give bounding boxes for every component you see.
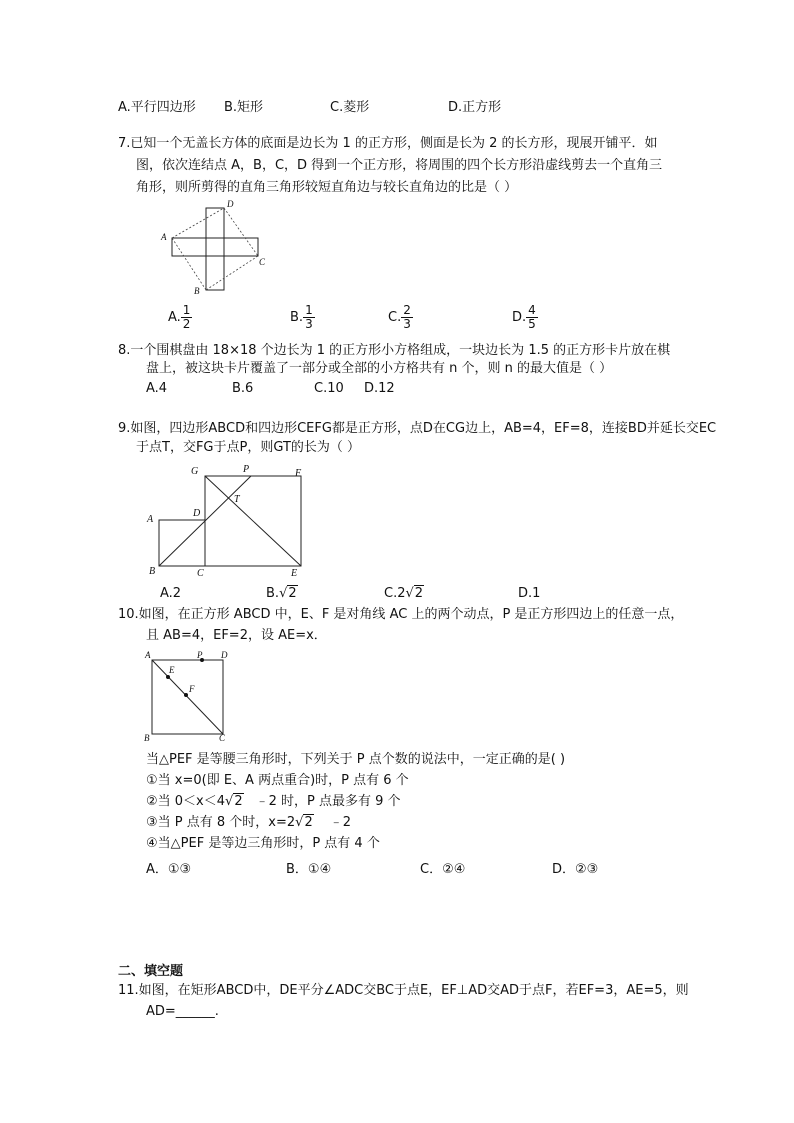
q9-option-c (384, 586, 424, 601)
q7-option-d-prefix: D. (512, 310, 527, 325)
q10-statement-4: ④当△PEF 是等边三角形时，P 点有 4 个 (146, 836, 380, 851)
sqrt-radicand: 2 (288, 586, 297, 601)
q7-dashed-cb (206, 256, 258, 290)
q7-option-c (388, 304, 413, 331)
q7-label-c: C (259, 257, 266, 267)
q9-option-c-coefficient: 2 (397, 586, 406, 601)
q10-label-p: P (197, 650, 203, 660)
q8-text-line-1: 8.一个围棋盘由 18×18 个边长为 1 的正方形小方格组成，一块边长为 1.5 的正方形卡片放在棋 (118, 343, 671, 358)
q10-label-d: D (221, 650, 228, 660)
fraction-denominator: 3 (305, 317, 313, 331)
statement-text: ﹣2 时，P 点最多有 9 个 (255, 794, 401, 809)
q8-option-d: D.12 (364, 381, 395, 396)
q7-option-b-fraction (303, 304, 315, 331)
q7-dashed-ba (172, 238, 206, 290)
sqrt-radicand: 2 (304, 815, 313, 830)
q10-point-e (166, 675, 170, 679)
q8-option-a: A.4 (146, 381, 168, 396)
q9-label-a: A (147, 514, 154, 525)
fraction-denominator: 5 (528, 317, 536, 331)
sqrt-radicand: 2 (414, 586, 424, 601)
q10-label-b: B (144, 733, 150, 742)
q10-diagonal-ac (152, 660, 223, 734)
q9-option-c-prefix: C. (384, 586, 398, 601)
q9-option-a-prefix: A. (160, 586, 173, 601)
fraction-numerator: 1 (182, 303, 191, 317)
q7-text-line-3: 角形，则所剪得的直角三角形较短直角边与较长直角边的比是（ ） (136, 180, 518, 195)
fraction-denominator: 2 (182, 317, 191, 331)
q9-text-line-2: 于点T，交FG于点P，则GT的长为（ ） (136, 440, 361, 455)
q9-label-e: E (291, 568, 298, 579)
q10-statement-2 (146, 791, 401, 813)
q10-text-line-2: 且 AB=4，EF=2，设 AE=x． (146, 628, 327, 643)
q9-option-d-value: 1 (532, 586, 541, 601)
q7-label-d: D (227, 199, 234, 209)
q7-dashed-dc (224, 208, 258, 256)
q9-label-d: D (193, 508, 201, 519)
q7-text-line-2: 图，依次连结点 A，B，C，D 得到一个正方形，将周围的四个长方形沿虚线剪去一个直角三 (136, 158, 663, 173)
q9-option-b-prefix: B. (266, 586, 280, 601)
statement-text: ﹣2 (329, 815, 352, 830)
q9-label-c: C (197, 568, 204, 579)
q11-text-line-1: 11.如图，在矩形ABCD中，DE平分∠ADC交BC于点E，EF⊥AD交AD于点F，若EF=3，AE=5，则 (118, 983, 689, 998)
q7-option-d (512, 304, 538, 331)
q7-option-b (290, 304, 315, 331)
q10-option-d: D．②③ (552, 862, 599, 877)
q9-option-d (518, 586, 540, 601)
q7-option-a (168, 304, 192, 331)
q10-question: 当△PEF 是等腰三角形时，下列关于 P 点个数的说法中，一定正确的是( ) (146, 752, 566, 767)
q11-text-line-2: AD=______. (146, 1004, 219, 1019)
q7-option-d-fraction (526, 304, 538, 331)
q6-option-a: A.平行四边形 (118, 100, 196, 115)
q9-option-d-prefix: D. (518, 586, 533, 601)
statement-text: ②当 0＜x＜4 (146, 794, 226, 809)
q8-text-line-2: 盘上，被这块卡片覆盖了一部分或全部的小方格共有 n 个，则 n 的最大值是（ ） (146, 361, 613, 376)
sqrt-symbol: √2 (279, 586, 297, 601)
q9-option-b (266, 586, 298, 601)
q7-dashed-ad (172, 208, 224, 238)
q10-label-f: F (189, 684, 195, 694)
q10-statement-1: ①当 x=0(即 E、A 两点重合)时，P 点有 6 个 (146, 773, 409, 788)
q10-label-a: A (145, 650, 151, 660)
fraction-numerator: 2 (403, 303, 411, 317)
q10-option-b: B．①④ (286, 862, 332, 877)
sqrt-symbol: √2 (295, 815, 313, 830)
q9-label-b: B (149, 566, 156, 577)
q9-label-f: F (295, 468, 302, 479)
section-title: 二、填空题 (118, 964, 184, 979)
q9-line-ge (205, 476, 301, 566)
q7-option-c-prefix: C. (388, 310, 402, 325)
q9-text-line-1: 9.如图，四边形ABCD和四边形CEFG都是正方形，点D在CG边上，AB=4，EF=8，连接BD并延长交EC (118, 421, 717, 436)
q7-option-b-prefix: B. (290, 310, 304, 325)
q10-text-line-1: 10.如图，在正方形 ABCD 中，E、F 是对角线 AC 上的两个动点，P 是正方形四边上的任意一点， (118, 607, 684, 622)
q9-option-a-value: 2 (172, 586, 182, 601)
q10-option-a: A．①③ (146, 862, 192, 877)
q10-label-c: C (219, 733, 226, 742)
q7-text-line-1: 7.已知一个无盖长方体的底面是边长为 1 的正方形，侧面是长为 2 的长方形，现展开铺平．如 (118, 136, 658, 151)
q6-option-c: C.菱形 (330, 100, 370, 115)
fraction-numerator: 1 (305, 303, 313, 317)
q7-option-a-fraction (181, 304, 193, 331)
q7-figure (160, 198, 270, 298)
q10-point-f (184, 693, 188, 697)
q7-figure-horizontal-strip (172, 238, 258, 256)
q10-statement-3 (146, 812, 351, 834)
sqrt-symbol: √2 (225, 794, 243, 809)
q9-label-t: T (234, 494, 240, 505)
q9-label-g: G (191, 466, 199, 477)
sqrt-symbol: √2 (405, 586, 424, 601)
q7-option-a-prefix: A. (168, 310, 181, 325)
q7-label-a: A (161, 232, 167, 242)
statement-text: ③当 P 点有 8 个时，x=2 (146, 815, 296, 830)
q6-option-b: B.矩形 (224, 100, 264, 115)
fraction-denominator: 3 (403, 317, 411, 331)
q7-label-b: B (194, 286, 200, 296)
q7-figure-vertical-strip (206, 208, 224, 290)
q8-option-c: C.10 (314, 381, 344, 396)
q9-option-a (160, 586, 181, 601)
sqrt-radicand: 2 (234, 794, 243, 809)
q7-option-c-fraction (401, 304, 413, 331)
q6-option-d: D.正方形 (448, 100, 502, 115)
q10-figure (143, 648, 235, 742)
q10-option-c: C．②④ (420, 862, 466, 877)
q8-option-b: B.6 (232, 381, 254, 396)
fraction-numerator: 4 (528, 303, 536, 317)
q10-label-e: E (169, 665, 175, 675)
q9-label-p: P (243, 464, 250, 475)
q9-figure (145, 462, 310, 580)
